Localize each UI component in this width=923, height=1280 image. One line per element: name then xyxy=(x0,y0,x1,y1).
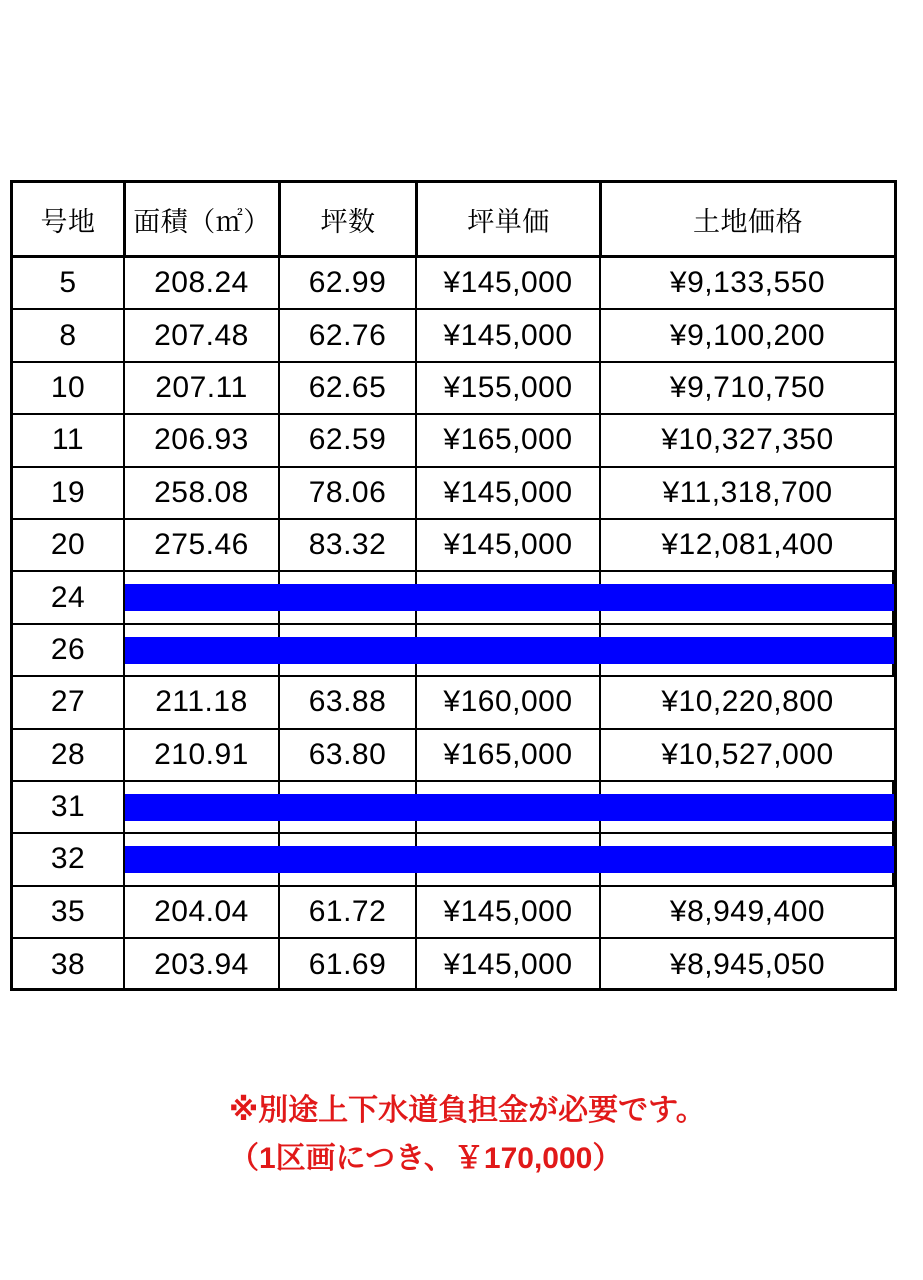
tsubo-cell: 78.06 xyxy=(280,468,417,518)
lot-number-cell: 35 xyxy=(13,887,125,937)
table-row-sold xyxy=(13,782,894,834)
lot-number-cell: 38 xyxy=(13,939,125,991)
area-cell: 210.91 xyxy=(125,730,280,780)
area-cell: 204.04 xyxy=(125,887,280,937)
note-line-1: ※別途上下水道負担金が必要です。 xyxy=(229,1094,706,1127)
land-price-cell: ¥8,945,050 xyxy=(669,948,826,982)
table-row xyxy=(13,887,894,939)
header-unit-price: 坪単価 xyxy=(418,183,602,255)
land-price-table xyxy=(10,180,897,991)
table-row xyxy=(13,520,894,572)
lot-number-cell: 31 xyxy=(13,782,125,832)
sold-out-bar xyxy=(125,637,894,664)
lot-number-cell: 19 xyxy=(13,468,125,518)
lot-number-cell: 32 xyxy=(13,834,125,884)
lot-number-cell: 11 xyxy=(13,415,125,465)
lot-number-cell: 5 xyxy=(13,258,125,308)
tsubo-cell: 62.65 xyxy=(280,363,417,413)
table-row xyxy=(13,939,894,991)
header-area: 面積（㎡） xyxy=(126,183,281,255)
lot-number-cell: 10 xyxy=(13,363,125,413)
land-price-cell: ¥10,220,800 xyxy=(661,685,834,719)
table-row-sold xyxy=(13,834,894,886)
table-header-row xyxy=(13,183,894,258)
lot-number-cell: 26 xyxy=(13,625,125,675)
land-price-cell: ¥9,133,550 xyxy=(669,266,826,300)
area-cell: 206.93 xyxy=(125,415,280,465)
unit-price-cell: ¥145,000 xyxy=(417,887,601,937)
area-cell: 258.08 xyxy=(125,468,280,518)
water-charge-note xyxy=(229,1087,706,1183)
unit-price-cell: ¥145,000 xyxy=(417,258,601,308)
tsubo-cell: 61.72 xyxy=(280,887,417,937)
lot-number-cell: 27 xyxy=(13,677,125,727)
area-cell: 275.46 xyxy=(125,520,280,570)
unit-price-cell: ¥145,000 xyxy=(417,310,601,360)
lot-number-cell: 28 xyxy=(13,730,125,780)
land-price-cell: ¥11,318,700 xyxy=(662,475,833,509)
unit-price-cell: ¥160,000 xyxy=(417,677,601,727)
unit-price-cell: ¥145,000 xyxy=(417,520,601,570)
tsubo-cell: 61.69 xyxy=(280,939,417,991)
table-row xyxy=(13,677,894,729)
unit-price-cell: ¥145,000 xyxy=(417,468,601,518)
sold-out-bar xyxy=(125,846,894,873)
land-price-cell: ¥9,100,200 xyxy=(669,318,826,352)
table-row xyxy=(13,415,894,467)
area-cell: 211.18 xyxy=(125,677,280,727)
unit-price-cell: ¥155,000 xyxy=(417,363,601,413)
table-row-sold xyxy=(13,572,894,624)
land-price-cell: ¥9,710,750 xyxy=(669,370,826,404)
table-row xyxy=(13,468,894,520)
tsubo-cell: 62.59 xyxy=(280,415,417,465)
tsubo-cell: 63.80 xyxy=(280,730,417,780)
area-cell: 207.11 xyxy=(125,363,280,413)
tsubo-cell: 62.99 xyxy=(280,258,417,308)
unit-price-cell: ¥165,000 xyxy=(417,730,601,780)
header-land-price: 土地価格 xyxy=(693,206,803,237)
note-line-2: （1区画につき、￥170,000） xyxy=(229,1142,623,1175)
table-row-sold xyxy=(13,625,894,677)
tsubo-cell: 63.88 xyxy=(280,677,417,727)
header-tsubo: 坪数 xyxy=(281,183,418,255)
sold-out-bar xyxy=(125,794,894,821)
header-lot-number: 号地 xyxy=(13,183,126,255)
land-price-cell: ¥10,327,350 xyxy=(661,423,834,457)
unit-price-cell: ¥165,000 xyxy=(417,415,601,465)
table-row xyxy=(13,730,894,782)
area-cell: 203.94 xyxy=(125,939,280,991)
lot-number-cell: 20 xyxy=(13,520,125,570)
table-row xyxy=(13,310,894,362)
table-row xyxy=(13,363,894,415)
table-row xyxy=(13,258,894,310)
tsubo-cell: 83.32 xyxy=(280,520,417,570)
lot-number-cell: 8 xyxy=(13,310,125,360)
land-price-cell: ¥8,949,400 xyxy=(669,894,826,928)
area-cell: 207.48 xyxy=(125,310,280,360)
tsubo-cell: 62.76 xyxy=(280,310,417,360)
land-price-cell: ¥12,081,400 xyxy=(661,528,834,562)
land-price-cell: ¥10,527,000 xyxy=(661,737,834,771)
lot-number-cell: 24 xyxy=(13,572,125,622)
unit-price-cell: ¥145,000 xyxy=(417,939,601,991)
sold-out-bar xyxy=(125,584,894,611)
area-cell: 208.24 xyxy=(125,258,280,308)
